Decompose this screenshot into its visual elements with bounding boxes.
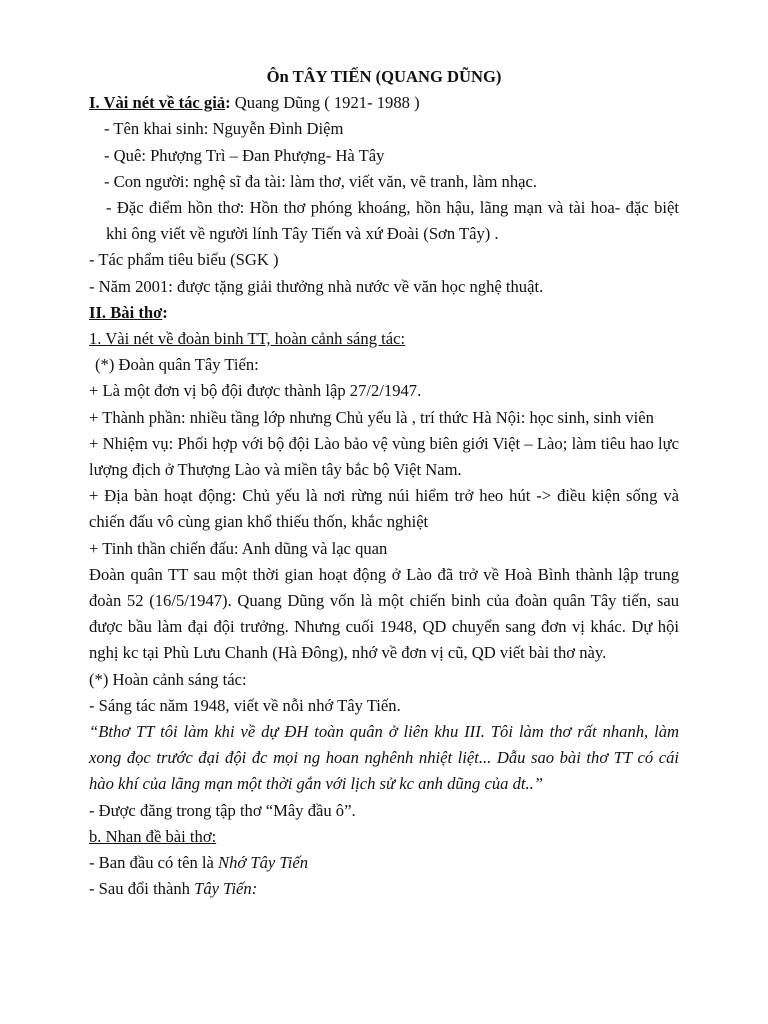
author-poetic-soul: - Đặc điểm hồn thơ: Hồn thơ phóng khoáng, hồn hậu, lãng mạn và tài hoa- đặc biệt khi ông viết về người lính Tây Tiến và xứ Đoài (Sơn Tây) . <box>106 198 679 244</box>
title-new-line <box>89 876 679 902</box>
subsection-1-label: 1. Vài nét về đoàn binh TT, hoàn cảnh sáng tác: <box>89 329 406 349</box>
section1-heading: I. Vài nét về tác giả <box>89 93 226 113</box>
doan-item-area: + Địa bàn hoạt động: Chủ yếu là nơi rừng núi hiểm trở heo hút -> điều kiện sống và chiến đấu vô cùng gian khổ thiếu thốn, khắc nghiệt <box>89 486 679 532</box>
author-person: - Con người: nghệ sĩ đa tài: làm thơ, viết văn, vẽ tranh, làm nhạc. <box>104 171 537 191</box>
doan-quan-heading: (*) Đoàn quân Tây Tiến: <box>95 355 259 375</box>
subsection-1-heading <box>89 326 679 352</box>
history-paragraph: Đoàn quân TT sau một thời gian hoạt động ở Lào đã trở về Hoà Bình thành lập trung đoàn 52 (16/5/1947). Quang Dũng vốn là một chiến binh của đoàn quân Tây tiến, sau được bầu làm đại đội trưởng. Nhưng cuối 1948, QD chuyển sang đơn vị khác. Dự hội nghị kc tại Phù Lưu Chanh (Hà Đông), nhớ về đơn vị cũ, QD viết bài thơ này. <box>89 564 679 663</box>
section1-heading-colon: : <box>225 93 231 113</box>
doan-item-composition: + Thành phần: nhiều tầng lớp nhưng Chủ yếu là , trí thức Hà Nội: học sinh, sinh viên <box>89 407 654 427</box>
section2-heading-line <box>89 300 679 326</box>
title-new: Tây Tiến: <box>194 879 258 899</box>
hoan-canh-item: - Sáng tác năm 1948, viết về nỗi nhớ Tây Tiến. <box>89 695 401 715</box>
author-award: - Năm 2001: được tặng giải thưởng nhà nước về văn học nghệ thuật. <box>89 276 544 296</box>
author-birth-name: - Tên khai sinh: Nguyễn Đình Diệm <box>104 119 344 139</box>
author-hometown: - Quê: Phượng Trì – Đan Phượng- Hà Tây <box>104 145 385 165</box>
doan-item-founding: + Là một đơn vị bộ đội được thành lập 27/2/1947. <box>89 381 422 401</box>
author-name-years: Quang Dũng ( 1921- 1988 ) <box>230 93 420 113</box>
section1-heading-line <box>89 90 679 116</box>
published-in: - Được đăng trong tập thơ “Mây đầu ô”. <box>89 800 356 820</box>
title-original: Nhớ Tây Tiến <box>218 853 309 873</box>
author-quote: “Bthơ TT tôi làm khi về dự ĐH toàn quân ở liên khu III. Tôi làm thơ rất nhanh, làm xong đọc trước đại đội đc mọi ng hoan nghênh nhiệt liệt... Dẫu sao bài thơ TT có cái hào khí của lãng mạn một thời gắn với lịch sử kc anh dũng của dt..” <box>89 722 679 794</box>
title-original-prefix: - Ban đầu có tên là <box>89 853 219 873</box>
page-title: Ôn TÂY TIẾN (QUANG DŨNG) <box>266 67 502 86</box>
doan-item-mission: + Nhiệm vụ: Phối hợp với bộ đội Lào bảo vệ vùng biên giới Việt – Lào; làm tiêu hao lực lượng địch ở Thượng Lào và miền tây bắc bộ Việt Nam. <box>89 433 679 480</box>
subsection-b-label: b. Nhan đề bài thơ: <box>89 826 217 846</box>
section2-heading-colon: : <box>162 302 168 322</box>
title-new-prefix: - Sau đổi thành <box>89 879 195 899</box>
author-works: - Tác phẩm tiêu biểu (SGK ) <box>89 250 279 270</box>
title-original-line <box>89 850 679 876</box>
subsection-b-heading <box>89 824 679 850</box>
hoan-canh-heading: (*) Hoàn cảnh sáng tác: <box>89 669 247 689</box>
section2-heading: II. Bài thơ <box>89 302 163 322</box>
doan-item-spirit: + Tinh thần chiến đấu: Anh dũng và lạc quan <box>89 538 388 558</box>
